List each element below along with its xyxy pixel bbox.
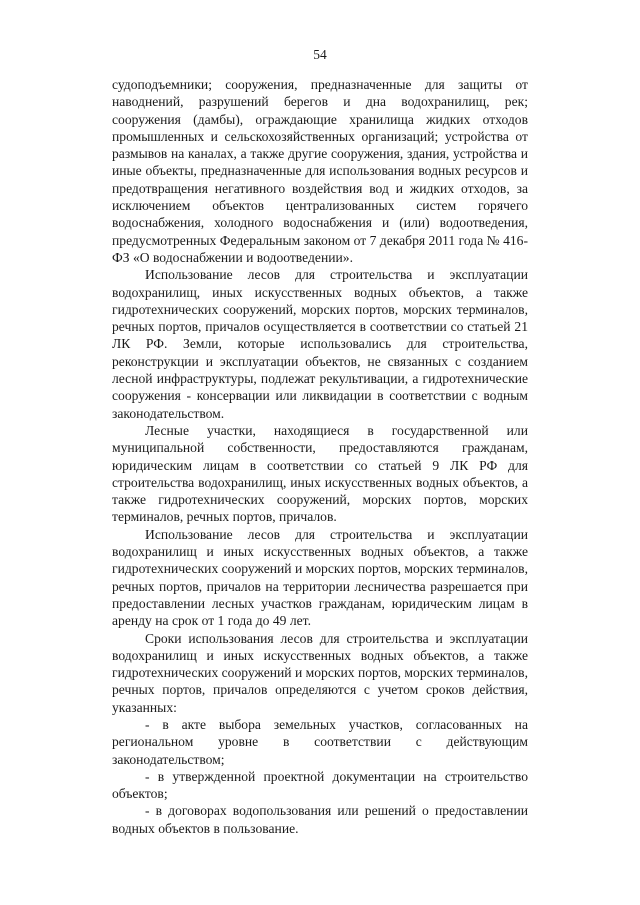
paragraph-forest-plots-provision: Лесные участки, находящиеся в государственной или муниципальной собственности, предоставляются гражданам, юридическим лицам в соответствии со статьей 9 ЛК РФ для строительства водохранилищ, иных искусственных водных объектов, а также гидротехнических сооружений, морских портов, морских терминалов, речных портов, причалов. (112, 422, 528, 525)
list-item-water-use-agreements: - в договорах водопользования или решений о предоставлении водных объектов в пользование. (112, 803, 528, 836)
list-item-land-selection-act: - в акте выбора земельных участков, согласованных на региональном уровне в соответствии с действующим законодательством; (112, 716, 528, 767)
list-item-project-documentation: - в утвержденной проектной документации на строительство объектов; (112, 768, 528, 802)
page-number: 54 (313, 47, 327, 62)
paragraph-lease-terms: Использование лесов для строительства и эксплуатации водохранилищ и иных искусственных водных объектов, а также гидротехнических сооружений и морских портов, морских терминалов, речных портов, причалов на территории лесничества разрешается при предоставлении лесных участков гражданам, юридическим лицам в аренду на срок от 1 года до 49 лет. (112, 526, 528, 629)
paragraph-usage-periods: Сроки использования лесов для строительства и эксплуатации водохранилищ и иных искусственных водных объектов, а также гидротехнических сооружений и морских портов, морских терминалов, речных портов, причалов определяются с учетом сроков действия, указанных: (112, 630, 528, 715)
paragraph-hydraulic-structures: судоподъемники; сооружения, предназначенные для защиты от наводнений, разрушений берегов и дна водохранилищ, рек; сооружения (дамбы), ограждающие хранилища жидких отходов промышленных и сельскохозяйственных организаций; устройства от размывов на каналах, а также другие сооружения, здания, устройства и иные объекты, предназначенные для использования водных ресурсов и предотвращения негативного воздействия вод и жидких отходов, за исключением объектов централизованных систем горячего водоснабжения, холодного водоснабжения и (или) водоотведения, предусмотренных Федеральным законом от 7 декабря 2011 года № 416-ФЗ «О водоснабжении и водоотведении». (112, 77, 528, 265)
body-text (112, 76, 528, 837)
paragraph-forest-use-construction: Использование лесов для строительства и эксплуатации водохранилищ, иных искусственных водных объектов, а также гидротехнических сооружений, морских портов, морских терминалов, речных портов, причалов осуществляется в соответствии со статьей 21 ЛК РФ. Земли, которые использовались для строительства, реконструкции и эксплуатации объектов, не связанных с созданием лесной инфраструктуры, подлежат рекультивации, а гидротехнические сооружения - консервации или ликвидации в соответствии с водным законодательством. (112, 267, 528, 421)
